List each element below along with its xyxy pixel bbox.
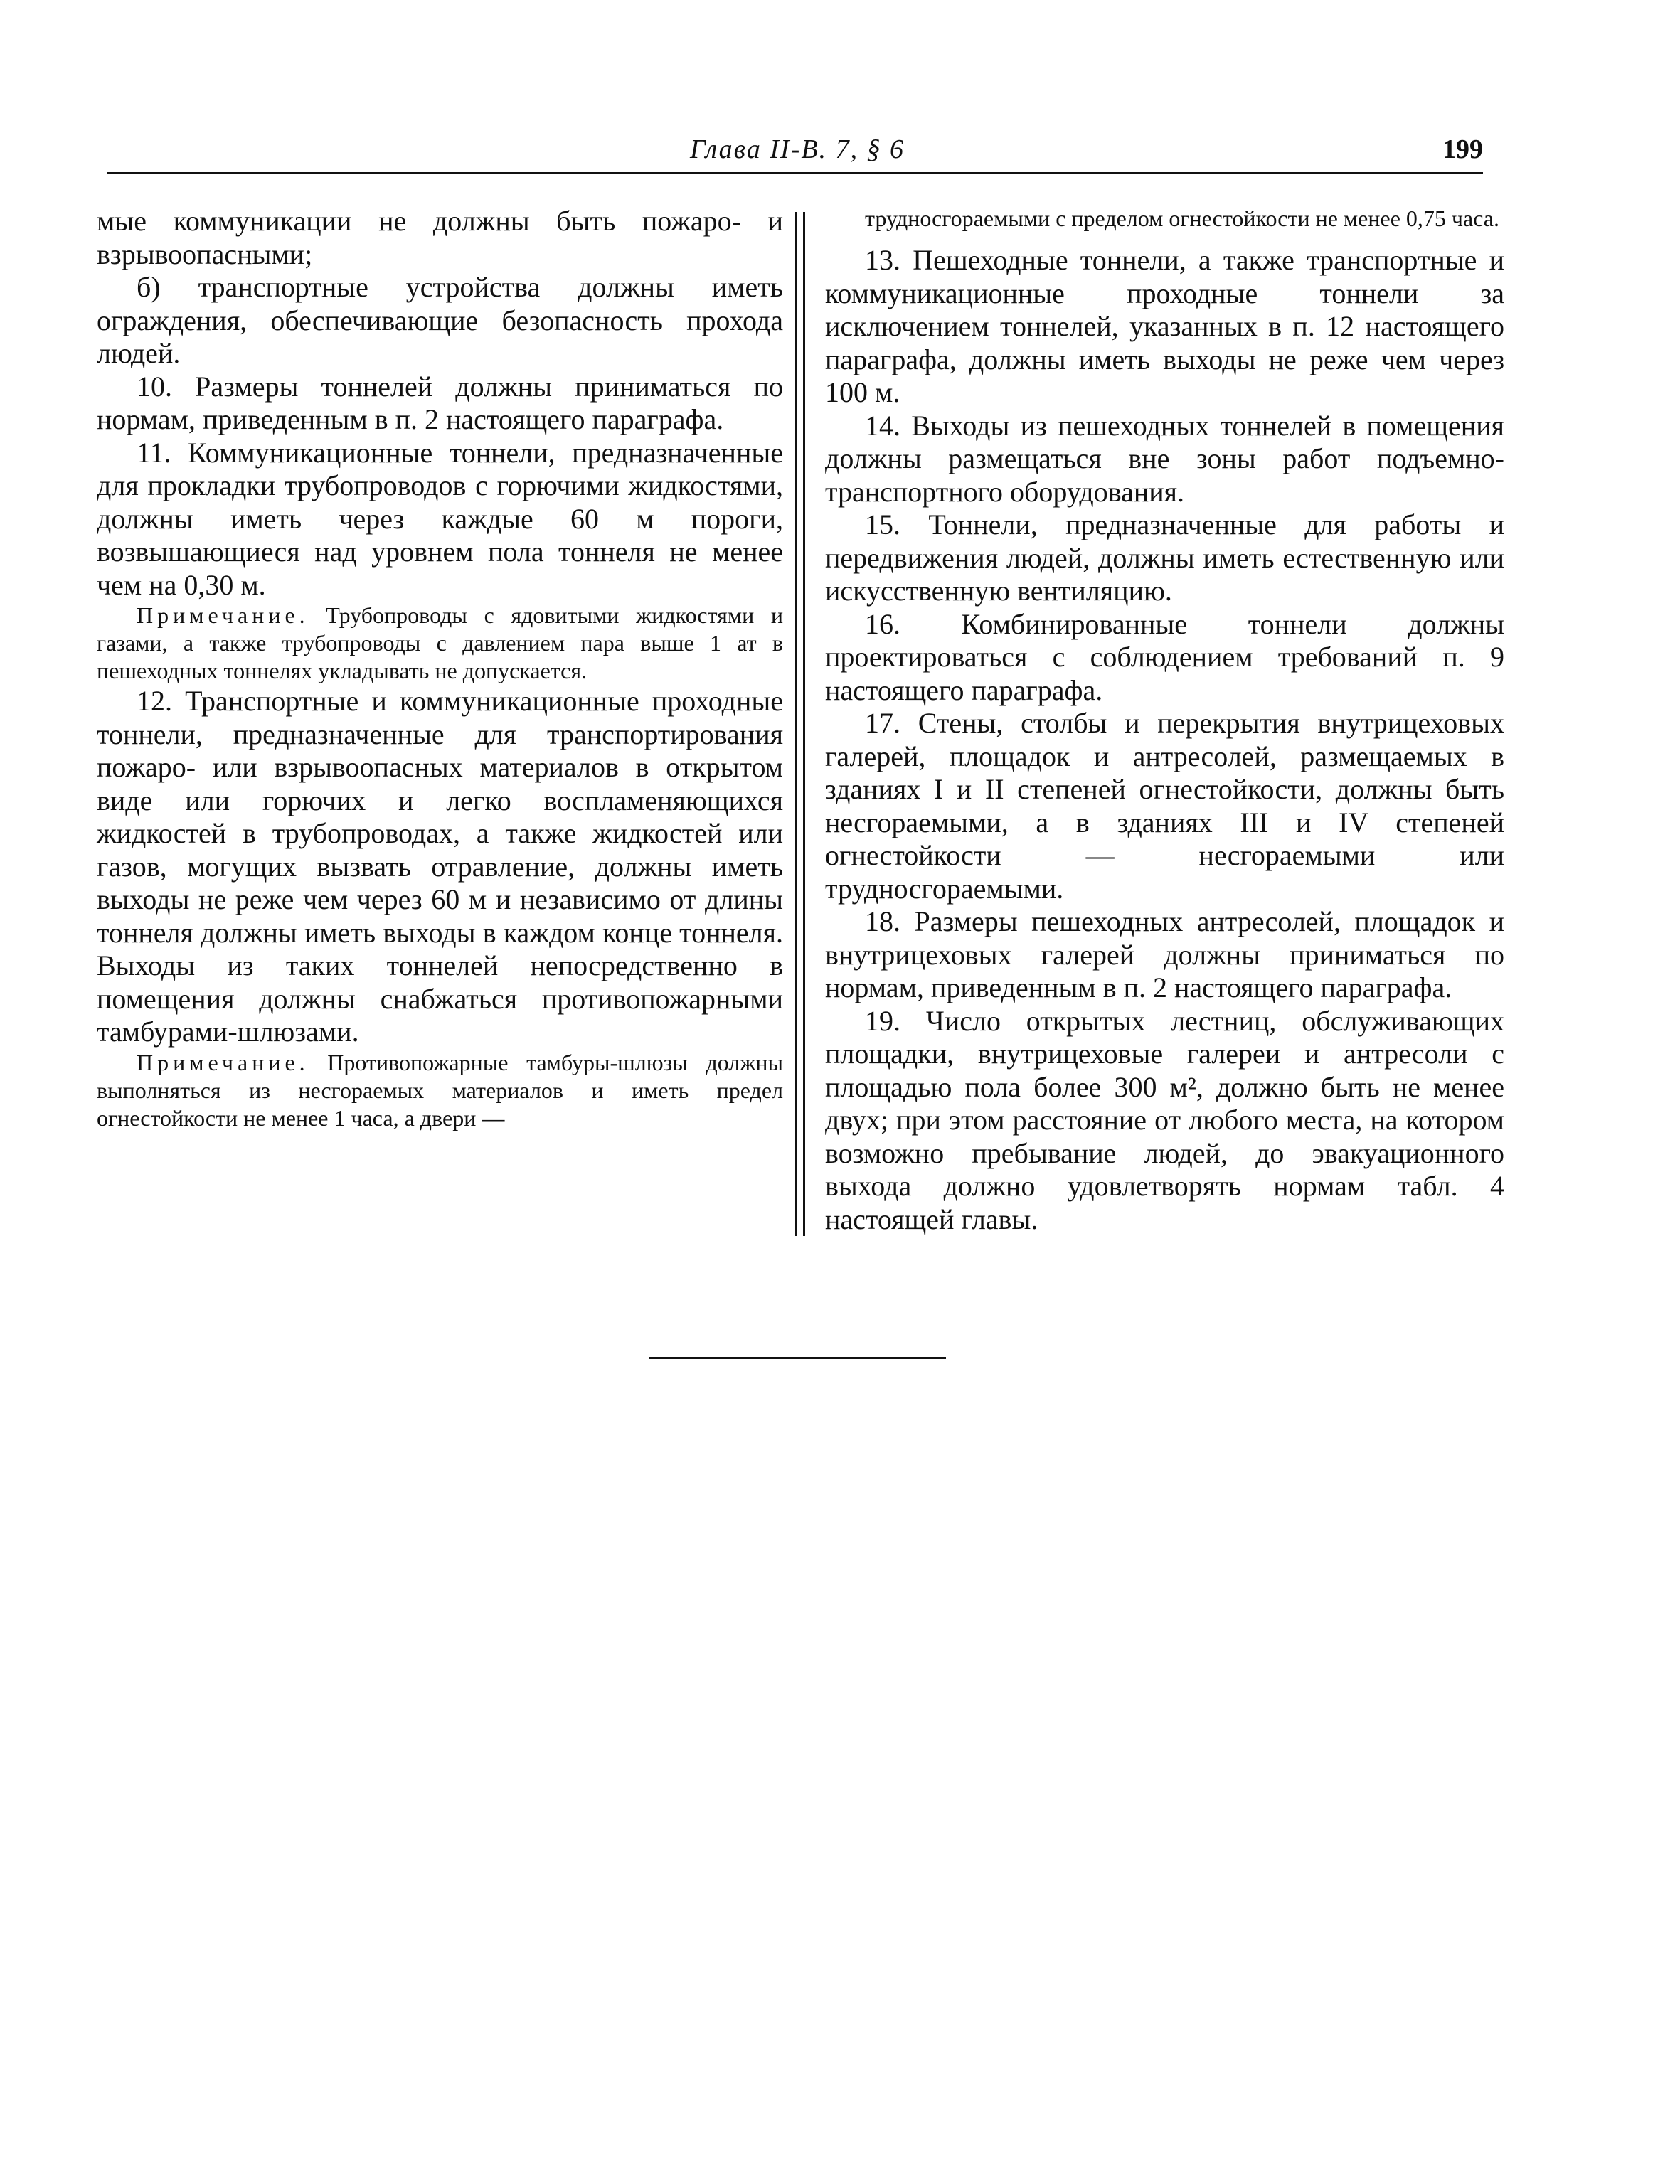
note-label: Примечание. — [137, 1049, 309, 1075]
right-column — [825, 205, 1504, 1236]
left-column — [97, 205, 783, 1132]
note — [97, 602, 783, 685]
page-header — [107, 134, 1483, 171]
paragraph-15: 15. Тоннели, предназначенные для работы и передвижения людей, должны иметь естественную или искусственную вентиляцию. — [825, 508, 1504, 607]
paragraph: мые коммуникации не должны быть пожаро- и взрывоопасными; — [97, 205, 783, 270]
paragraph: б) транспортные устройства должны иметь ограждения, обеспечивающие безопасность прохода людей. — [97, 271, 783, 369]
header-rule — [107, 172, 1483, 174]
paragraph-17: 17. Стены, столбы и перекрытия внутрицеховых галерей, площадок и антресолей, размещаемых в зданиях I и II степеней огнестойкости, должны быть несгораемыми, а в зданиях III и IV степеней огнестойкости — несгораемыми или трудносгораемыми. — [825, 707, 1504, 905]
note-label: Примечание. — [137, 602, 309, 628]
page-number: 199 — [1442, 134, 1483, 164]
paragraph-18: 18. Размеры пешеходных антресолей, площадок и внутрицеховых галерей должны приниматься по нормам, приведенным в п. 2 настоящего параграфа. — [825, 905, 1504, 1003]
paragraph-14: 14. Выходы из пешеходных тоннелей в помещения должны размещаться вне зоны работ подъемно-транспортного оборудования. — [825, 409, 1504, 508]
paragraph-10: 10. Размеры тоннелей должны приниматься по нормам, приведенным в п. 2 настоящего параграфа. — [97, 370, 783, 435]
end-rule — [649, 1357, 946, 1359]
note-text: Противопожарные тамбуры-шлюзы должны выполняться из несгораемых материалов и иметь предел огнестойкости не менее 1 часа, а двери — — [97, 1049, 784, 1131]
paragraph-13: 13. Пешеходные тоннели, а также транспортные и коммуникационные проходные тоннели за исключением тоннелей, указанных в п. 12 настоящего параграфа, должны иметь выходы не реже чем через 100 м. — [825, 244, 1504, 408]
note-text: Трубопроводы с ядовитыми жидкостями и газами, а также трубопроводы с давлением пара выше 1 ат в пешеходных тоннелях укладывать не допускается. — [97, 602, 783, 683]
note — [97, 1049, 783, 1132]
paragraph-19: 19. Число открытых лестниц, обслуживающих площадки, внутрицеховые галереи и антресоли с площадью пола более 300 м², должно быть не менее двух; при этом расстояние от любого места, на котором возможно пребывание людей, до эвакуационного выхода должно удовлетворять нормам табл. 4 настоящей главы. — [825, 1004, 1504, 1235]
paragraph-12: 12. Транспортные и коммуникационные проходные тоннели, предназначенные для транспортирования пожаро- или взрывоопасных материалов в открытом виде или горючих и легко воспламеняющихся жидкостей в трубопроводах, а также жидкостей или газов, могущих вызвать отравление, должны иметь выходы не реже чем через 60 м и независимо от длины тоннеля должны иметь выходы в каждом конце тоннеля. Выходы из таких тоннелей непосредственно в помещения должны снабжаться противопожарными тамбурами-шлюзами. — [97, 685, 783, 1048]
chapter-reference: Глава II-В. 7, § 6 — [690, 134, 905, 164]
paragraph-16: 16. Комбинированные тоннели должны проектироваться с соблюдением требований п. 9 настоящего параграфа. — [825, 607, 1504, 706]
paragraph-11: 11. Коммуникационные тоннели, предназначенные для прокладки трубопроводов с горючими жидкостями, должны иметь через каждые 60 м пороги, возвышающиеся над уровнем пола тоннеля не менее чем на 0,30 м. — [97, 436, 783, 601]
note-continuation: трудносгораемыми с пределом огнестойкости не менее 0,75 часа. — [865, 206, 1499, 231]
column-divider — [795, 212, 805, 1236]
